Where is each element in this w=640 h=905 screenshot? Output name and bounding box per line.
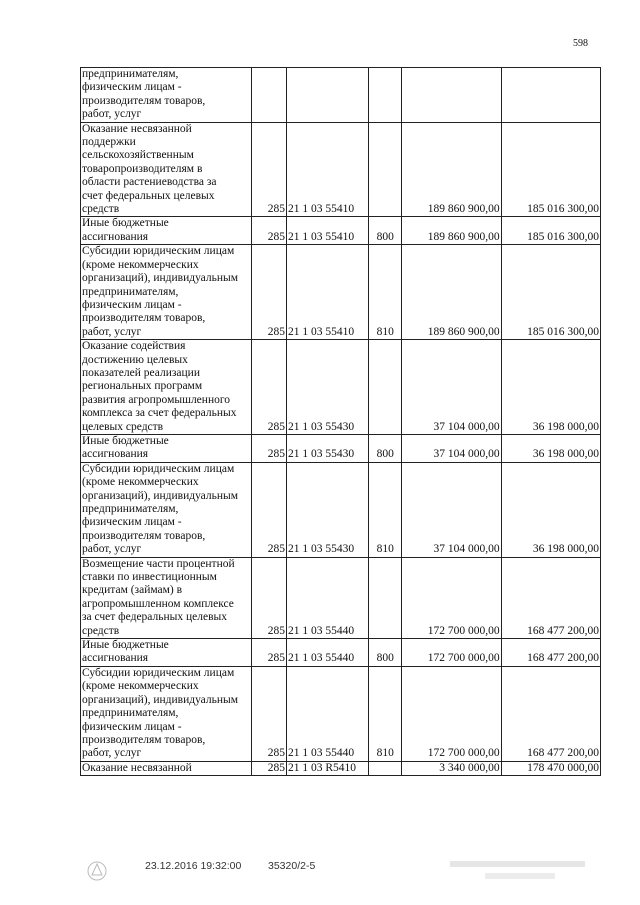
row-sum-2017-cell: 37 104 000,00 <box>402 434 501 462</box>
row-code-cell: 285 <box>251 639 286 667</box>
row-sum-2018-cell: 185 016 300,00 <box>501 245 600 340</box>
row-name-cell: Иные бюджетные ассигнования <box>81 639 252 667</box>
row-code-cell: 285 <box>251 217 286 245</box>
row-vr-cell: 800 <box>368 434 401 462</box>
row-name-cell: Субсидии юридическим лицам (кроме некоммерческих организаций), индивидуальным предпринимателям, физическим лицам - производителям товаров, работ, услуг <box>81 245 252 340</box>
row-code-cell: 285 <box>251 245 286 340</box>
row-sum-2018-cell: 168 477 200,00 <box>501 639 600 667</box>
row-vr-cell <box>368 761 401 775</box>
row-csr-cell: 21 1 03 R5410 <box>287 761 369 775</box>
row-csr-cell: 21 1 03 55410 <box>287 245 369 340</box>
table-row <box>81 462 601 557</box>
row-sum-2017-cell: 172 700 000,00 <box>402 639 501 667</box>
budget-table <box>80 67 601 776</box>
row-csr-cell: 21 1 03 55440 <box>287 666 369 761</box>
row-vr-cell <box>368 557 401 638</box>
footer-datetime: 23.12.2016 19:32:00 <box>145 860 242 872</box>
row-sum-2017-cell: 172 700 000,00 <box>402 557 501 638</box>
row-code-cell: 285 <box>251 761 286 775</box>
row-code-cell: 285 <box>251 434 286 462</box>
row-vr-cell <box>368 68 401 123</box>
row-sum-2018-cell: 36 198 000,00 <box>501 462 600 557</box>
emblem-icon <box>86 858 108 884</box>
row-csr-cell <box>287 68 369 123</box>
row-sum-2017-cell: 189 860 900,00 <box>402 122 501 217</box>
page-number: 598 <box>573 38 588 49</box>
row-sum-2017-cell <box>402 68 501 123</box>
row-sum-2018-cell: 168 477 200,00 <box>501 557 600 638</box>
faint-stamp-mark <box>450 858 590 884</box>
row-name-cell: Оказание несвязанной <box>81 761 252 775</box>
row-sum-2017-cell: 189 860 900,00 <box>402 245 501 340</box>
row-csr-cell: 21 1 03 55430 <box>287 462 369 557</box>
row-sum-2018-cell <box>501 68 600 123</box>
row-csr-cell: 21 1 03 55430 <box>287 340 369 435</box>
table-row <box>81 761 601 775</box>
row-vr-cell <box>368 122 401 217</box>
row-code-cell: 285 <box>251 462 286 557</box>
table-row <box>81 245 601 340</box>
table-row <box>81 68 601 123</box>
row-name-cell: Субсидии юридическим лицам (кроме некоммерческих организаций), индивидуальным предпринимателям, физическим лицам - производителям товаров, работ, услуг <box>81 462 252 557</box>
row-code-cell: 285 <box>251 340 286 435</box>
row-sum-2017-cell: 172 700 000,00 <box>402 666 501 761</box>
row-csr-cell: 21 1 03 55410 <box>287 217 369 245</box>
row-csr-cell: 21 1 03 55440 <box>287 557 369 638</box>
table-row <box>81 122 601 217</box>
row-vr-cell: 810 <box>368 245 401 340</box>
row-sum-2017-cell: 37 104 000,00 <box>402 462 501 557</box>
row-csr-cell: 21 1 03 55410 <box>287 122 369 217</box>
table-row <box>81 666 601 761</box>
row-sum-2017-cell: 37 104 000,00 <box>402 340 501 435</box>
row-code-cell <box>251 68 286 123</box>
row-name-cell: Оказание несвязанной поддержки сельскохозяйственным товаропроизводителям в области растениеводства за счет федеральных целевых средств <box>81 122 252 217</box>
row-sum-2018-cell: 185 016 300,00 <box>501 122 600 217</box>
row-sum-2017-cell: 189 860 900,00 <box>402 217 501 245</box>
row-sum-2018-cell: 178 470 000,00 <box>501 761 600 775</box>
row-name-cell: Иные бюджетные ассигнования <box>81 217 252 245</box>
row-code-cell: 285 <box>251 557 286 638</box>
row-name-cell: предпринимателям, физическим лицам - производителям товаров, работ, услуг <box>81 68 252 123</box>
row-sum-2018-cell: 36 198 000,00 <box>501 434 600 462</box>
footer-doc-code: 35320/2-5 <box>268 860 316 872</box>
table-row <box>81 639 601 667</box>
row-csr-cell: 21 1 03 55430 <box>287 434 369 462</box>
row-name-cell: Оказание содействия достижению целевых показателей реализации региональных программ развития агропромышленного комплекса за счет федеральных целевых средств <box>81 340 252 435</box>
row-vr-cell <box>368 340 401 435</box>
row-vr-cell: 800 <box>368 639 401 667</box>
row-name-cell: Возмещение части процентной ставки по инвестиционным кредитам (займам) в агропромышленном комплексе за счет федеральных целевых средств <box>81 557 252 638</box>
row-vr-cell: 810 <box>368 666 401 761</box>
table-row <box>81 434 601 462</box>
row-vr-cell: 810 <box>368 462 401 557</box>
row-code-cell: 285 <box>251 666 286 761</box>
row-name-cell: Иные бюджетные ассигнования <box>81 434 252 462</box>
row-vr-cell: 800 <box>368 217 401 245</box>
table-row <box>81 340 601 435</box>
table-row <box>81 217 601 245</box>
row-sum-2018-cell: 36 198 000,00 <box>501 340 600 435</box>
row-sum-2017-cell: 3 340 000,00 <box>402 761 501 775</box>
row-sum-2018-cell: 168 477 200,00 <box>501 666 600 761</box>
row-name-cell: Субсидии юридическим лицам (кроме некоммерческих организаций), индивидуальным предпринимателям, физическим лицам - производителям товаров, работ, услуг <box>81 666 252 761</box>
row-code-cell: 285 <box>251 122 286 217</box>
table-row <box>81 557 601 638</box>
row-csr-cell: 21 1 03 55440 <box>287 639 369 667</box>
row-sum-2018-cell: 185 016 300,00 <box>501 217 600 245</box>
